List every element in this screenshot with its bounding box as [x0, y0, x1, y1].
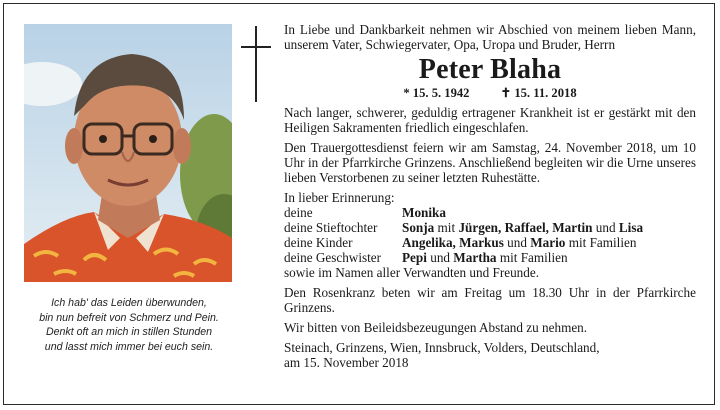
- family-name: Sonja: [402, 220, 435, 235]
- family-name: Mario: [530, 235, 566, 250]
- connector-text: mit Familien: [565, 235, 637, 250]
- family-name: Jürgen, Raffael, Martin: [458, 220, 593, 235]
- family-row: [284, 235, 696, 250]
- poem: [18, 296, 240, 354]
- connector-text: und: [503, 235, 531, 250]
- poem-line: und lasst mich immer bei euch sein.: [44, 340, 214, 353]
- death-date: ✝ 15. 11. 2018: [500, 86, 577, 100]
- poem-line: Denkt oft an mich in stillen Stunden: [45, 326, 213, 338]
- family-list: [284, 205, 696, 280]
- family-row: [284, 220, 696, 235]
- family-label: deine Kinder: [284, 235, 353, 250]
- family-row: [284, 205, 696, 220]
- portrait-photo: [24, 24, 232, 282]
- death-paragraph: Nach langer, schwerer, geduldig ertragener Krankheit ist er gestärkt mit den Heiligen Sakramenten friedlich eingeschlafen.: [284, 105, 696, 135]
- family-name: Angelika, Markus: [402, 235, 504, 250]
- funeral-paragraph: Den Trauergottesdienst feiern wir am Samstag, 24. November 2018, um 10 Uhr in der Pfarrkirche Grinzens. Anschließend begleiten wir die Urne unseres lieben Verstorbenen zu seiner letzten Ruhestätte.: [284, 140, 696, 185]
- cross-icon: [241, 26, 271, 102]
- memory-heading: In lieber Erinnerung:: [284, 190, 395, 205]
- poem-line: Ich hab' das Leiden überwunden,: [51, 297, 207, 309]
- family-label: deine Geschwister: [284, 250, 382, 265]
- family-label: deine: [284, 205, 313, 220]
- places-line: Steinach, Grinzens, Wien, Innsbruck, Volders, Deutschland,: [284, 340, 600, 355]
- poem-line: bin nun befreit von Schmerz und Pein.: [39, 311, 219, 324]
- condolence-note: Wir bitten von Beileidsbezeugungen Abstand zu nehmen.: [284, 320, 588, 335]
- connector-text: mit: [434, 220, 459, 235]
- family-label: deine Stieftochter: [284, 220, 378, 235]
- birth-date: * 15. 5. 1942: [403, 86, 470, 100]
- notice-date: am 15. November 2018: [284, 355, 409, 370]
- family-row: [284, 250, 696, 265]
- connector-text: mit Familien: [496, 250, 568, 265]
- deceased-name: Peter Blaha: [418, 54, 562, 85]
- family-name: Martha: [453, 250, 497, 265]
- life-dates: [284, 85, 696, 101]
- family-tail: sowie im Namen aller Verwandten und Freunde.: [284, 265, 540, 280]
- family-name: Monika: [402, 205, 446, 220]
- notice-text: [284, 22, 696, 370]
- family-name: Pepi: [402, 250, 427, 265]
- connector-text: und: [426, 250, 454, 265]
- intro-text: In Liebe und Dankbarkeit nehmen wir Abschied von meinem lieben Mann, unserem Vater, Schwiegervater, Opa, Uropa und Bruder, Herrn: [284, 22, 696, 52]
- rosary-paragraph: Den Rosenkranz beten wir am Freitag um 18.30 Uhr in der Pfarrkirche Grinzens.: [284, 285, 696, 315]
- family-name: Lisa: [618, 220, 644, 235]
- connector-text: und: [592, 220, 619, 235]
